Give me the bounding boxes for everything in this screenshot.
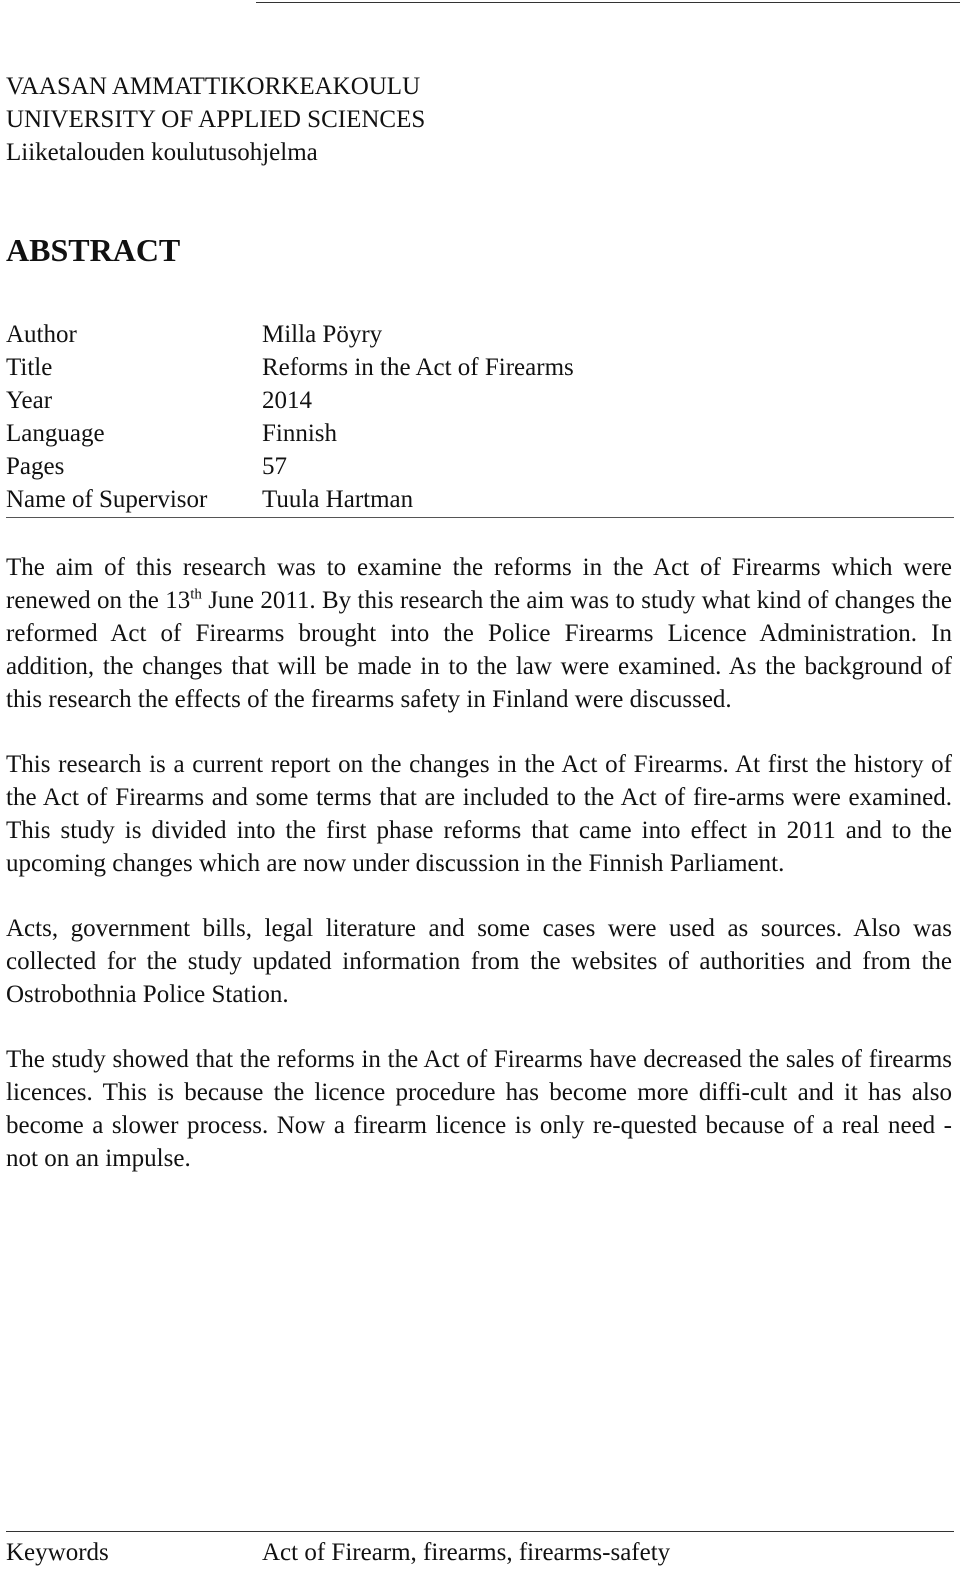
metadata-divider [6, 517, 954, 518]
abstract-paragraph-2: This research is a current report on the changes in the Act of Firearms. At first the history of the Act of Firearms and some terms that are included to the Act of fire-arms were examined. This study is divided into the first phase reforms that came into effect in 2011 and to the upcoming changes which are now under discussion in the Finnish Parliament. [6, 751, 952, 877]
metadata-table [6, 318, 954, 516]
institution-name-finnish: VAASAN AMMATTIKORKEAKOULU [6, 73, 421, 100]
meta-value: Milla Pöyry [262, 321, 383, 348]
institution-name-english: UNIVERSITY OF APPLIED SCIENCES [6, 106, 426, 133]
abstract-paragraph-3: Acts, government bills, legal literature and some cases were used as sources. Also was collected for the study updated information from the websites of authorities and from the Ostrobothnia Police Station. [6, 915, 952, 1008]
paragraph-text: June 2011. By this research the aim was to study what kind of changes the reformed Act of Firearms brought into the Police Firearms Licence Administration. In addition, the changes that will be made in to the law were examined. As the background of this research the effects of the firearms safety in Finland were discussed. [6, 587, 952, 713]
keywords-label: Keywords [6, 1539, 109, 1566]
meta-label: Language [6, 420, 105, 447]
meta-value: Finnish [262, 420, 338, 447]
abstract-paragraph-1 [6, 551, 952, 716]
meta-row-language [6, 417, 954, 450]
meta-label: Year [6, 387, 53, 414]
meta-value: Reforms in the Act of Firearms [262, 354, 574, 381]
keywords-row [6, 1536, 954, 1569]
meta-row-supervisor [6, 483, 954, 516]
abstract-body [6, 551, 952, 1207]
meta-row-title [6, 351, 954, 384]
abstract-paragraph-4: The study showed that the reforms in the Act of Firearms have decreased the sales of firearms licences. This is because the licence procedure has become more diffi-cult and it has also become a slower process. Now a firearm licence is only re-quested because of a real need - not on an impulse. [6, 1046, 952, 1172]
superscript: th [190, 586, 202, 603]
institution-block [6, 70, 425, 169]
top-rule [256, 2, 960, 3]
meta-label: Title [6, 354, 53, 381]
meta-value: Tuula Hartman [262, 486, 414, 513]
meta-row-pages [6, 450, 954, 483]
degree-programme: Liiketalouden koulutusohjelma [6, 139, 318, 166]
meta-label: Name of Supervisor [6, 486, 208, 513]
meta-row-author [6, 318, 954, 351]
meta-label: Pages [6, 453, 65, 480]
meta-value: 57 [262, 453, 287, 480]
meta-label: Author [6, 321, 77, 348]
keywords-divider [6, 1531, 954, 1532]
keywords-value: Act of Firearm, firearms, firearms-safety [262, 1539, 671, 1566]
meta-value: 2014 [262, 387, 312, 414]
abstract-heading: ABSTRACT [6, 232, 181, 268]
paragraph-text: The aim of this research was to examine the reforms in the Act of Firearms which were renewed on the 13 [6, 554, 952, 614]
meta-row-year [6, 384, 954, 417]
